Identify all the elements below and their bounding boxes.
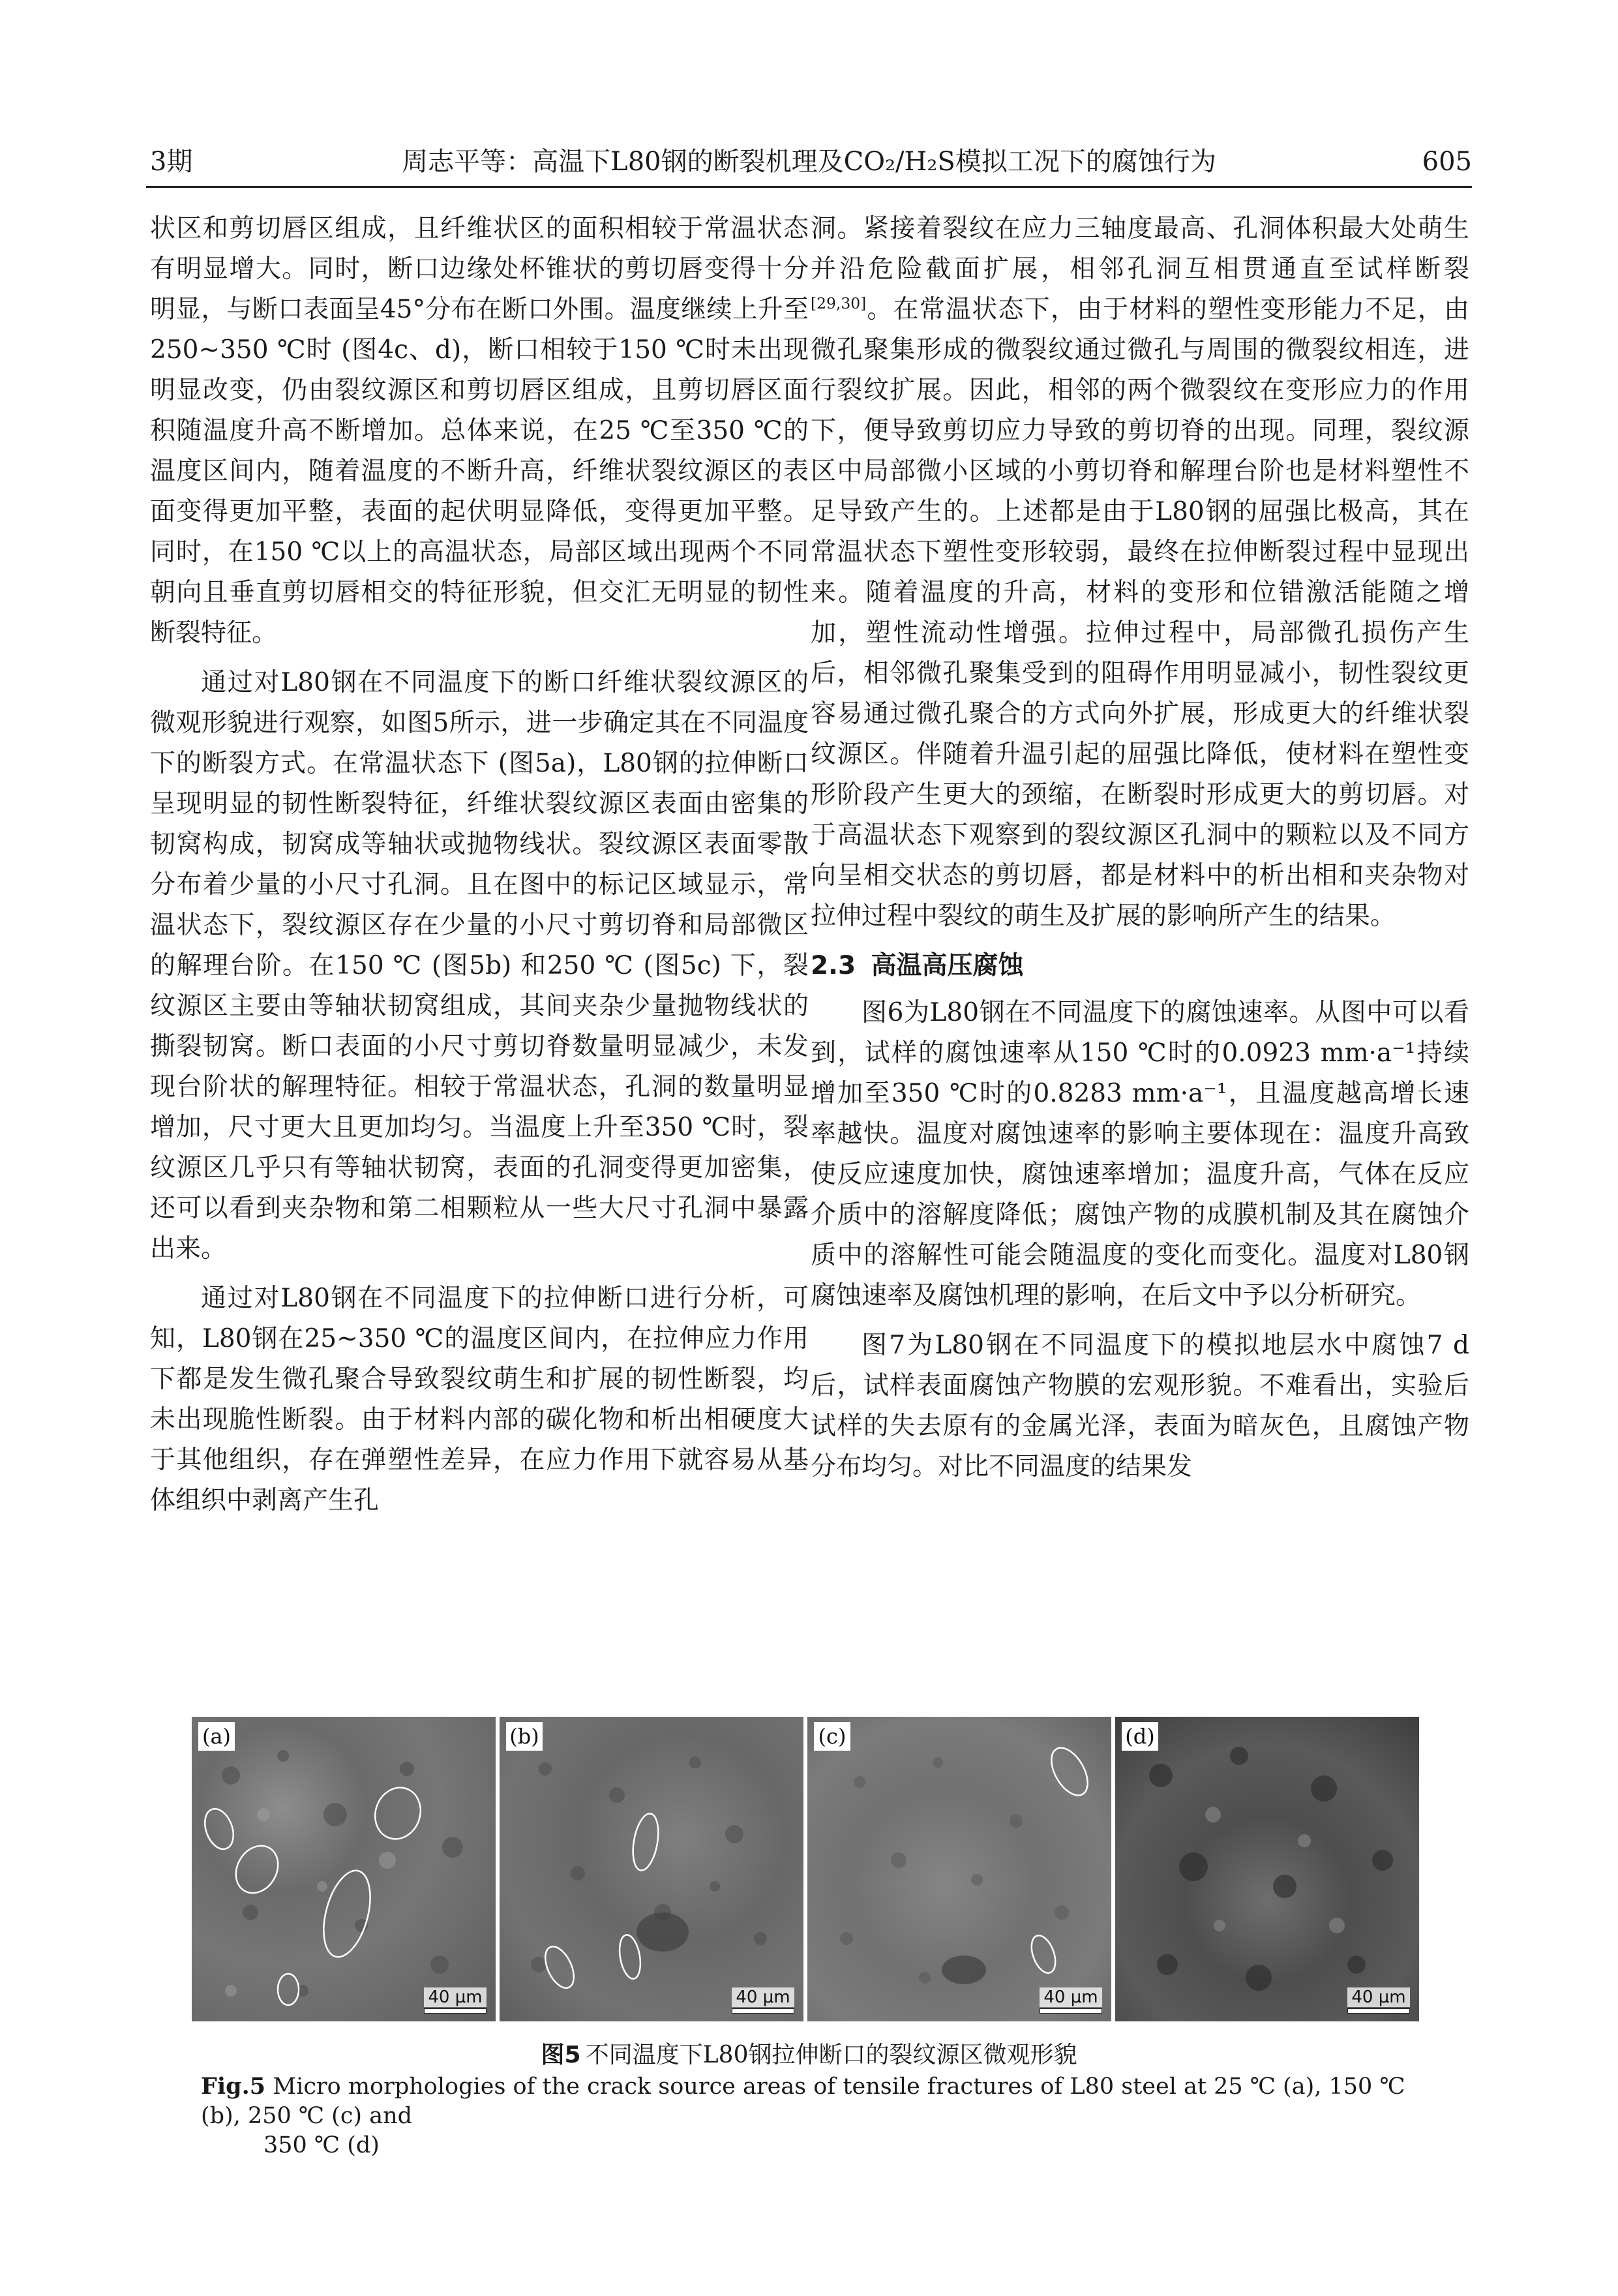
right-paragraph-2: 图6为L80钢在不同温度下的腐蚀速率。从图中可以看到，试样的腐蚀速率从150 ℃时的0.0923 mm·a⁻¹持续增加至350 ℃时的0.8283 mm·a⁻¹，且温度越高增长速率越快。温度对腐蚀速率的影响主要体现在：温度升高致使反应速度加快，腐蚀速率增加；温度升高，气体在反应介质中的溶解度降低；腐蚀产物的成膜机制及其在腐蚀介质中的溶解性可能会随温度的变化而变化。温度对L80钢腐蚀速率及腐蚀机理的影响，在后文中予以分析研究。	[811, 998, 1469, 1310]
citation-ref: [29,30]	[811, 294, 867, 312]
scale-label-a: 40 μm	[424, 1987, 487, 2007]
header-rule	[146, 186, 1472, 188]
fracture-texture-a	[192, 1717, 496, 2021]
figure-number-english: Fig.5	[201, 2073, 266, 2100]
panel-label-b: (b)	[506, 1722, 543, 1751]
right-paragraph-3: 图7为L80钢在不同温度下的模拟地层水中腐蚀7 d后，试样表面腐蚀产物膜的宏观形貌。不难看出，实验后试样的失去原有的金属光泽，表面为暗灰色，且腐蚀产物分布均匀。对比不同温度的结果发	[811, 1331, 1469, 1481]
scale-bar-line-d	[1347, 2008, 1410, 2014]
fracture-texture-c	[807, 1717, 1111, 2021]
right-paragraph-1	[811, 209, 1469, 937]
sem-panel-b	[500, 1717, 803, 2021]
left-paragraph-1: 状区和剪切唇区组成，且纤维状区的面积相较于常温状态有明显增大。同时，断口边缘处杯锥状的剪切唇变得十分明显，与断口表面呈45°分布在断口外围。温度继续上升至250~350 ℃时 (图4c、d)，断口相较于150 ℃时未出现明显改变，仍由裂纹源区和剪切唇区组成，且剪切唇区面积随温度升高不断增加。总体来说，在25 ℃至350 ℃的温度区间内，随着温度的不断升高，纤维状裂纹源区的表面变得更加平整，表面的起伏明显降低，变得更加平整。同时，在150 ℃以上的高温状态，局部区域出现两个不同朝向且垂直剪切唇相交的特征形貌，但交汇无明显的韧性断裂特征。	[150, 214, 809, 648]
scale-bar-line-a	[424, 2008, 487, 2014]
left-column	[150, 209, 809, 1530]
fracture-texture-b	[500, 1717, 803, 2021]
right-paragraph-1-part-b: 。在常温状态下，由于材料的塑性变形能力不足，由微孔聚集形成的微裂纹通过微孔与周围的微裂纹相连，进行裂纹扩展。因此，相邻的两个微裂纹在变形应力的作用下，便导致剪切应力导致的剪切脊的出现。同理，裂纹源区中局部微小区域的小剪切脊和解理台阶也是材料塑性不足导致产生的。上述都是由于L80钢的屈强比极高，其在常温状态下塑性变形较弱，最终在拉伸断裂过程中显现出来。随着温度的升高，材料的变形和位错激活能随之增加，塑性流动性增强。拉伸过程中，局部微孔损伤产生后，相邻微孔聚集受到的阻碍作用明显减小，韧性裂纹更容易通过微孔聚合的方式向外扩展，形成更大的纤维状裂纹源区。伴随着升温引起的屈强比降低，使材料在塑性变形阶段产生更大的颈缩，在断裂时形成更大的剪切唇。对于高温状态下观察到的裂纹源区孔洞中的颗粒以及不同方向呈相交状态的剪切唇，都是材料中的析出相和夹杂物对拉伸过程中裂纹的萌生及扩展的影响所产生的结果。	[811, 295, 1469, 931]
figure-5	[192, 1717, 1419, 2021]
sem-panel-a	[192, 1717, 496, 2021]
panel-label-c: (c)	[814, 1722, 850, 1751]
figure-caption-english-line1: Micro morphologies of the crack source areas of tensile fractures of L80 steel at 25 ℃ (a), 150 ℃ (b), 250 ℃ (c) and	[201, 2074, 1405, 2129]
figure-caption-english-line2: 350 ℃ (d)	[263, 2132, 380, 2158]
left-paragraph-2: 通过对L80钢在不同温度下的断口纤维状裂纹源区的微观形貌进行观察，如图5所示，进一步确定其在不同温度下的断裂方式。在常温状态下 (图5a)，L80钢的拉伸断口呈现明显的韧性断裂特征，纤维状裂纹源区表面由密集的韧窝构成，韧窝成等轴状或抛物线状。裂纹源区表面零散分布着少量的小尺寸孔洞。且在图中的标记区域显示，常温状态下，裂纹源区存在少量的小尺寸剪切脊和局部微区的解理台阶。在150 ℃ (图5b) 和250 ℃ (图5c) 下，裂纹源区主要由等轴状韧窝组成，其间夹杂少量抛物线状的撕裂韧窝。断口表面的小尺寸剪切脊数量明显减少，未发现台阶状的解理特征。相较于常温状态，孔洞的数量明显增加，尺寸更大且更加均匀。当温度上升至350 ℃时，裂纹源区几乎只有等轴状韧窝，表面的孔洞变得更加密集，还可以看到夹杂物和第二相颗粒从一些大尺寸孔洞中暴露出来。	[150, 668, 809, 1263]
figure-caption-english	[201, 2072, 1420, 2160]
running-title: 周志平等：高温下L80钢的断裂机理及CO₂/H₂S模拟工况下的腐蚀行为	[402, 147, 1216, 177]
right-paragraph-1-part-a: 洞。紧接着裂纹在应力三轴度最高、孔洞体积最大处萌生并沿危险截面扩展，相邻孔洞互相贯通直至试样断裂	[811, 214, 1469, 284]
issue-number: 3期	[150, 147, 193, 177]
figure-number-chinese: 图5	[541, 2042, 581, 2068]
figure-caption-chinese	[0, 2040, 1618, 2070]
panel-label-a: (a)	[198, 1722, 235, 1751]
page-number: 605	[1422, 147, 1472, 177]
scale-bar-d	[1347, 1987, 1410, 2014]
scale-label-d: 40 μm	[1347, 1987, 1410, 2007]
section-number: 2.3	[811, 951, 856, 980]
scale-bar-b	[732, 1987, 794, 2014]
scale-bar-c	[1040, 1987, 1102, 2014]
scale-bar-line-b	[732, 2008, 794, 2014]
scale-label-c: 40 μm	[1040, 1987, 1102, 2007]
section-title: 高温高压腐蚀	[871, 951, 1024, 980]
sem-panel-c	[807, 1717, 1111, 2021]
fracture-texture-d	[1115, 1717, 1419, 2021]
scale-bar-a	[424, 1987, 487, 2014]
figure-caption-chinese-text: 不同温度下L80钢拉伸断口的裂纹源区微观形貌	[585, 2042, 1077, 2068]
scale-label-b: 40 μm	[732, 1987, 794, 2007]
right-column	[811, 209, 1469, 1496]
sem-panel-d	[1115, 1717, 1419, 2021]
section-heading	[811, 946, 1469, 986]
panel-label-d: (d)	[1122, 1722, 1158, 1751]
scale-bar-line-c	[1040, 2008, 1102, 2014]
left-paragraph-3: 通过对L80钢在不同温度下的拉伸断口进行分析，可知，L80钢在25~350 ℃的温度区间内，在拉伸应力作用下都是发生微孔聚合导致裂纹萌生和扩展的韧性断裂，均未出现脆性断裂。由于材料内部的碳化物和析出相硬度大于其他组织，存在弹塑性差异，在应力作用下就容易从基体组织中剥离产生孔	[150, 1284, 809, 1515]
